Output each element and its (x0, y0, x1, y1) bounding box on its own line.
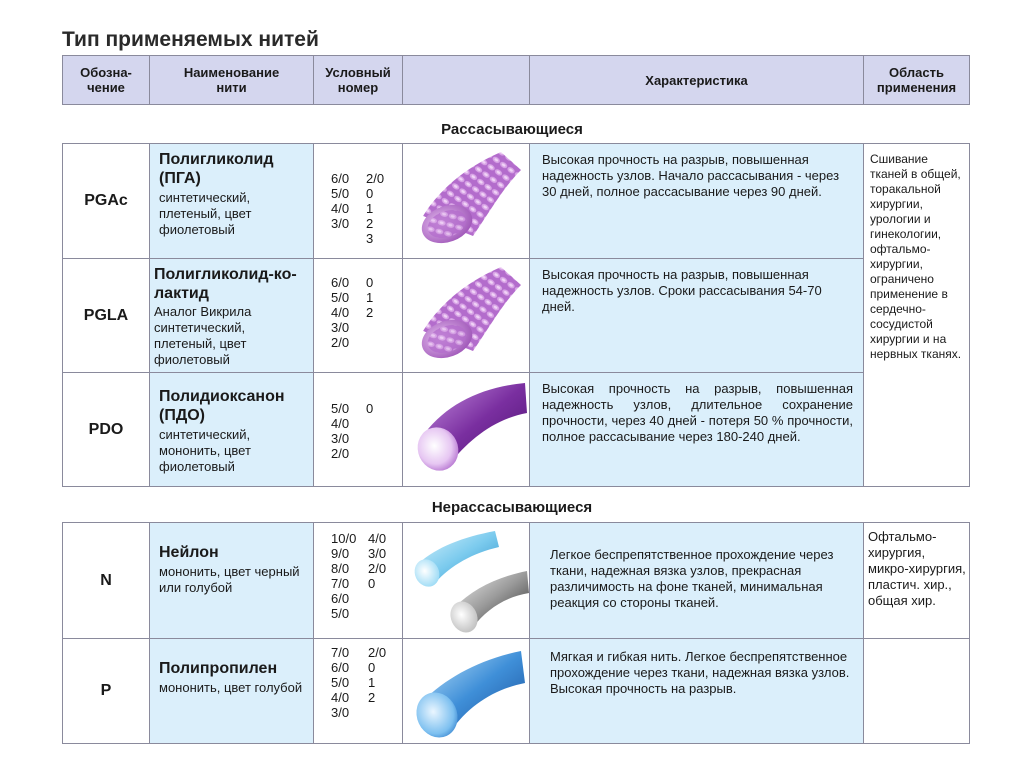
name-n: Нейлон мононить, цвет черный или голубой (149, 522, 314, 639)
size-value: 3/0 (331, 705, 350, 720)
code-pgla: PGLA (62, 258, 150, 373)
sizes-col-a (331, 275, 349, 350)
size-value: 10/0 (331, 531, 357, 546)
size-value: 5/0 (331, 186, 350, 201)
size-value: 0 (366, 275, 374, 290)
header-area: Область применения (863, 55, 970, 105)
sizes-col-a (331, 531, 356, 621)
size-value: 0 (368, 660, 376, 675)
size-value: 4/0 (331, 305, 350, 320)
characteristic-pgla: Высокая прочность на разрыв, повышенная надежность узлов. Сроки рассасывания 54-70 дней. (529, 258, 864, 373)
size-value: 2/0 (368, 561, 387, 576)
area-absorbable: Сшивание тканей в общей, торакальной хирургии, урологии и гинекологии, офтальмо-хирургии, ограничено применение в сердечно-сосудистой хирургии и на нервных тканях. (863, 143, 970, 487)
thread-image-pdo (402, 372, 530, 487)
braided-thread-icon (403, 259, 531, 374)
size-value: 3/0 (331, 431, 350, 446)
sizes-col-a (331, 645, 349, 720)
name-pgac: Полигликолид (ПГА) синтетический, плетеный, цвет фиолетовый (149, 143, 314, 259)
name-pdo: Полидиоксанон (ПДО) синтетический, мононить, цвет фиолетовый (149, 372, 314, 487)
size-value: 6/0 (331, 591, 350, 606)
section-nonabsorbable: Нерассасывающиеся (431, 499, 593, 516)
sizes-col-b (368, 645, 386, 705)
sizes-col-a (331, 171, 349, 231)
sizes-col-b (366, 275, 373, 320)
header-name: Наименование нити (149, 55, 314, 105)
code-p: P (62, 638, 150, 744)
characteristic-p: Мягкая и гибкая нить. Легкое беспрепятственное прохождение через ткани, надежная вязка узлов. Высокая прочность на разрыв. (529, 638, 864, 744)
code-n: N (62, 522, 150, 639)
sizes-pgla (313, 258, 403, 373)
size-value: 2/0 (331, 446, 350, 461)
size-value: 0 (368, 576, 376, 591)
size-value: 0 (366, 186, 374, 201)
section-absorbable: Рассасывающиеся (441, 121, 583, 138)
size-value: 1 (366, 201, 374, 216)
size-value: 2 (366, 216, 374, 231)
size-value: 7/0 (331, 576, 350, 591)
size-value: 5/0 (331, 675, 350, 690)
sizes-col-a (331, 401, 349, 461)
size-value: 7/0 (331, 645, 350, 660)
monofilament-thread-icon (403, 523, 531, 640)
size-value: 2/0 (368, 645, 387, 660)
braided-thread-icon (403, 144, 531, 260)
thread-image-n (402, 522, 530, 639)
code-pgac: PGAc (62, 143, 150, 259)
page-title: Тип применяемых нитей (62, 28, 319, 51)
name-pgla: Полигликолид-ко-лактид Аналог Викрила синтетический, плетеный, цвет фиолетовый (149, 258, 314, 373)
size-value: 2/0 (331, 335, 350, 350)
size-value: 5/0 (331, 606, 350, 621)
size-value: 3/0 (331, 320, 350, 335)
size-value: 2/0 (366, 171, 385, 186)
size-value: 4/0 (331, 201, 350, 216)
area-p-empty (863, 638, 970, 744)
sizes-col-b (366, 401, 373, 416)
thread-image-p (402, 638, 530, 744)
size-value: 8/0 (331, 561, 350, 576)
characteristic-pgac: Высокая прочность на разрыв, повышенная надежность узлов. Начало рассасывания - через 30 дней, полное рассасывание через 90 дней. (529, 143, 864, 259)
header-characteristic: Характеристика (529, 55, 864, 105)
size-value: 3/0 (331, 216, 350, 231)
size-value: 4/0 (368, 531, 387, 546)
size-value: 4/0 (331, 416, 350, 431)
sizes-pgac (313, 143, 403, 259)
sizes-p (313, 638, 403, 744)
thread-image-pgla (402, 258, 530, 373)
header-image (402, 55, 530, 105)
monofilament-thread-icon (403, 373, 531, 488)
sizes-pdo (313, 372, 403, 487)
size-value: 6/0 (331, 171, 350, 186)
size-value: 4/0 (331, 690, 350, 705)
size-value: 3/0 (368, 546, 387, 561)
size-value: 2 (368, 690, 376, 705)
sizes-n (313, 522, 403, 639)
characteristic-n: Легкое беспрепятственное прохождение через ткани, надежная вязка узлов, прекрасная различимость на фоне тканей, минимальная реакция со стороны тканей. (529, 522, 864, 639)
size-value: 6/0 (331, 275, 350, 290)
header-number: Условный номер (313, 55, 403, 105)
monofilament-thread-icon (403, 639, 531, 745)
size-value: 3 (366, 231, 374, 246)
name-p: Полипропилен мононить, цвет голубой (149, 638, 314, 744)
thread-image-pgac (402, 143, 530, 259)
size-value: 2 (366, 305, 374, 320)
sizes-col-b (366, 171, 384, 246)
sizes-col-b (368, 531, 386, 591)
size-value: 0 (366, 401, 374, 416)
size-value: 1 (366, 290, 374, 305)
code-pdo: PDO (62, 372, 150, 487)
size-value: 9/0 (331, 546, 350, 561)
size-value: 1 (368, 675, 376, 690)
area-nonabsorbable: Офтальмо-хирургия, микро-хирургия, пластич. хир., общая хир. (863, 522, 970, 639)
characteristic-pdo: Высокая прочность на разрыв, повышенная надежность узлов, длительное сохранение прочности, через 40 дней - потеря 50 % прочности, полное рассасывание через 180-240 дней. (529, 372, 864, 487)
size-value: 6/0 (331, 660, 350, 675)
size-value: 5/0 (331, 290, 350, 305)
header-designation: Обозна- чение (62, 55, 150, 105)
size-value: 5/0 (331, 401, 350, 416)
